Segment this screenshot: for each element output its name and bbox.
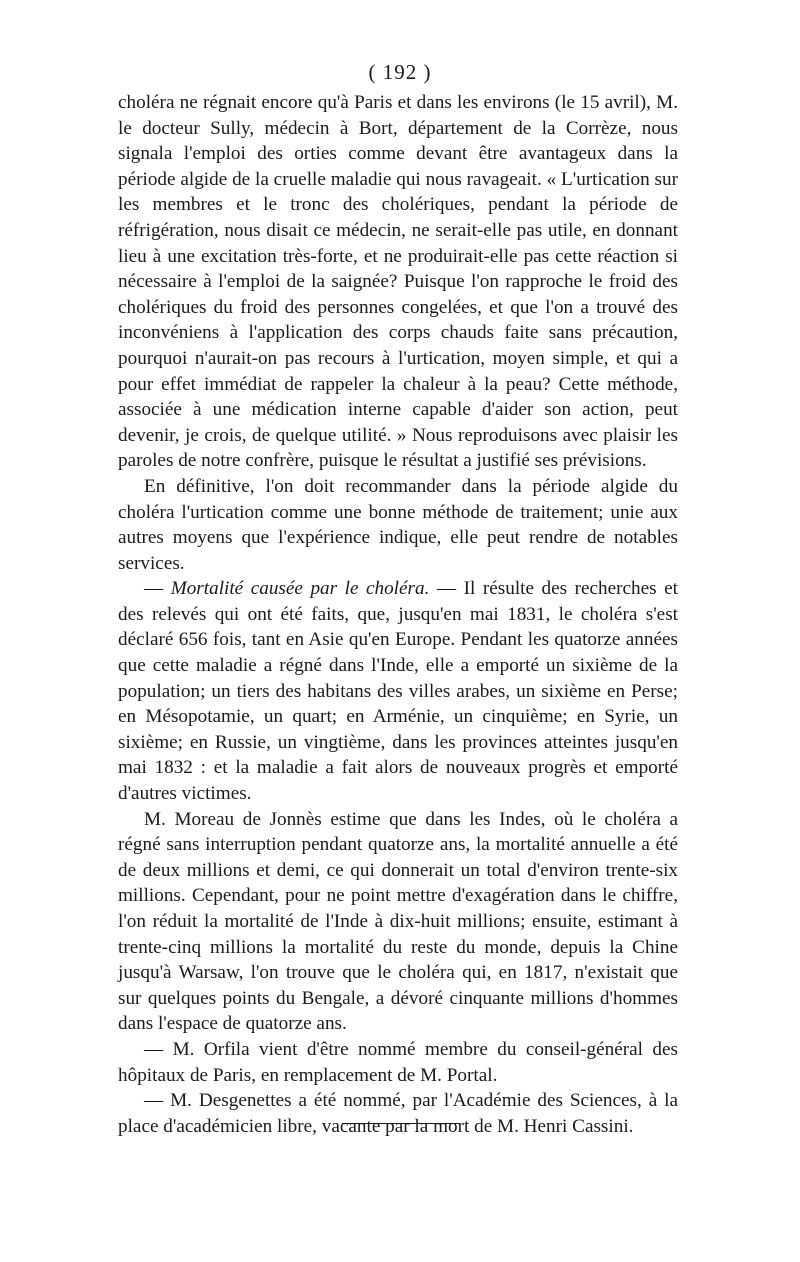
section-dash: —: [144, 578, 171, 600]
page-number: ( 192 ): [368, 60, 432, 84]
paragraph-desgenettes: — M. Desgenettes a été nommé, par l'Académie des Sciences, à la place d'académicien libre, vacante par la mort de M. Henri Cassini.: [118, 1090, 678, 1137]
text-body: [118, 90, 678, 1139]
section-heading: Mortalité causée par le choléra.: [170, 578, 430, 600]
paragraph-continuation: choléra ne régnait encore qu'à Paris et dans les environs (le 15 avril), M. le docteur Sully, médecin à Bort, département de la Corrèze, nous signala l'emploi des orties comme devant être avantageux dans la période algide de la cruelle maladie qui nous ravageait. « L'urtication sur les membres et le tronc des cholériques, pendant la période de réfrigération, nous disait ce médecin, ne serait-elle pas utile, en donnant lieu à une excitation très-forte, et ne produirait-elle pas cette réaction si nécessaire à l'emploi de la saignée? Puisque l'on rapproche le froid des cholériques du froid des personnes congelées, et que l'on a trouvé des inconvéniens à l'application des corps chauds faite sans précaution, pourquoi n'aurait-on pas recours à l'urtication, moyen simple, et qui a pour effet immédiat de rappeler la chaleur à la peau? Cette méthode, associée à une médication interne capable d'aider son action, peut devenir, je crois, de quelque utilité. » Nous reproduisons avec plaisir les paroles de notre confrère, puisque le résultat a justifié ses prévisions.: [118, 92, 678, 472]
paragraph-definitive: En définitive, l'on doit recommander dans la période algide du choléra l'urtication comme une bonne méthode de traitement; unie aux autres moyens que l'expérience indique, elle peut rendre de notables services.: [118, 475, 678, 574]
paragraph-moreau: M. Moreau de Jonnès estime que dans les Indes, où le choléra a régné sans interruption pendant quatorze ans, la mortalité annuelle a été de deux millions et demi, ce qui donnerait un total d'environ trente-six millions. Cependant, pour ne point mettre d'exagération dans le chiffre, l'on réduit la mortalité de l'Inde à dix-huit millions; ensuite, estimant à trente-cinq millions la mortalité du reste du monde, depuis la Chine jusqu'à Warsaw, l'on trouve que le choléra qui, en 1817, n'existait que sur quelques points du Bengale, a dévoré cinquante millions d'hommes dans l'espace de quatorze ans.: [118, 808, 678, 1035]
paragraph-mortality-text: — Il résulte des recherches et des relevés qui ont été faits, que, jusqu'en mai 1831, le choléra s'est déclaré 656 fois, tant en Asie qu'en Europe. Pendant les quatorze années que cette maladie a régné dans l'Inde, elle a emporté un sixième de la population; un tiers des habitans des villes arabes, un sixième en Perse; en Mésopotamie, un quart; en Arménie, un cinquième; en Syrie, un sixième; en Russie, un vingtième, dans les provinces atteintes jusqu'en mai 1832 : et la maladie a fait alors de nouveaux progrès et emporté d'autres victimes.: [118, 578, 679, 805]
paragraph-mortality: [118, 576, 678, 806]
end-rule: [342, 1123, 460, 1124]
paragraph-orfila: — M. Orfila vient d'être nommé membre du conseil-général des hôpitaux de Paris, en remplacement de M. Portal.: [118, 1038, 678, 1086]
